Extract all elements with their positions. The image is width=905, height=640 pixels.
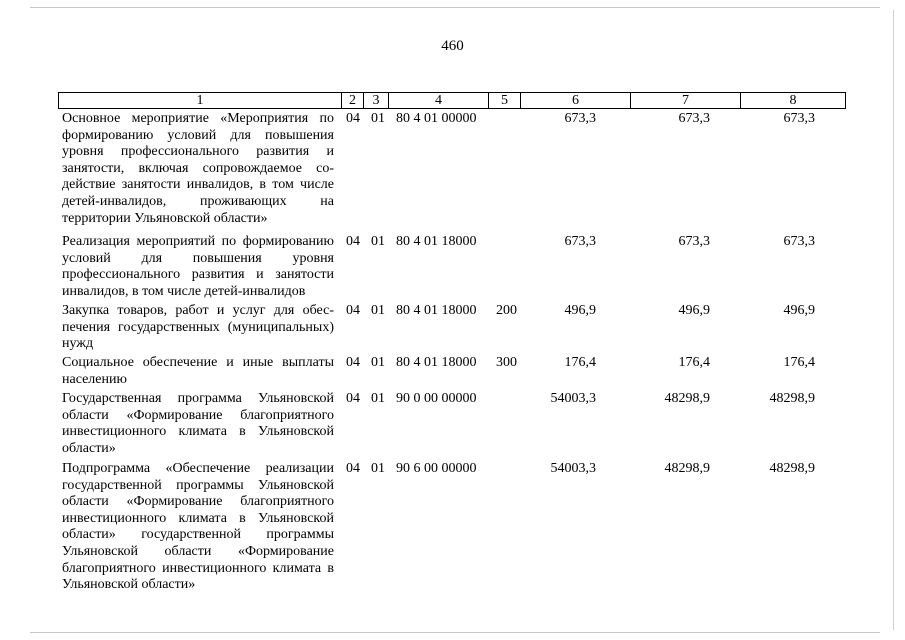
row-csr: 80 4 01 00000 bbox=[396, 111, 477, 126]
table-header bbox=[58, 92, 846, 109]
row-value-8: 176,4 bbox=[783, 355, 815, 370]
row-value-8: 48298,9 bbox=[769, 461, 815, 476]
row-pr: 01 bbox=[371, 303, 385, 318]
row-pr: 01 bbox=[371, 111, 385, 126]
header-col-2: 2 bbox=[342, 93, 364, 108]
row-value-8: 673,3 bbox=[783, 111, 815, 126]
header-col-5: 5 bbox=[489, 93, 521, 108]
header-col-7: 7 bbox=[631, 93, 741, 108]
header-col-8: 8 bbox=[789, 93, 797, 108]
row-csr: 80 4 01 18000 bbox=[396, 355, 477, 370]
row-rz: 04 bbox=[346, 355, 360, 370]
row-value-8: 48298,9 bbox=[769, 391, 815, 406]
row-csr: 90 0 00 00000 bbox=[396, 391, 477, 406]
row-pr: 01 bbox=[371, 355, 385, 370]
row-rz: 04 bbox=[346, 111, 360, 126]
row-pr: 01 bbox=[371, 234, 385, 249]
row-value-7: 176,4 bbox=[678, 355, 710, 370]
row-name: Реализация мероприятий по формированию условий для повышения уровня профессионального развития и занятости инвалидов, в том числе детей-инвалидов bbox=[62, 234, 334, 299]
row-value-7: 48298,9 bbox=[664, 391, 710, 406]
row-csr: 80 4 01 18000 bbox=[396, 234, 477, 249]
row-value-6: 673,3 bbox=[564, 111, 596, 126]
row-value-6: 54003,3 bbox=[550, 461, 596, 476]
row-value-8: 673,3 bbox=[783, 234, 815, 249]
row-name: Подпрограмма «Обеспечение реализации государственной программы Ульяновской области «Формирование благоприятного инвестиционного климата в Ульяновской области» государственной программы Ульяновской области «Формирование благоприятного инвестиционного климата в Ульяновской области» bbox=[62, 461, 334, 593]
page-number: 460 bbox=[441, 38, 464, 54]
header-col-4: 4 bbox=[389, 93, 489, 108]
row-value-7: 496,9 bbox=[678, 303, 710, 318]
scan-edge-bottom bbox=[30, 632, 880, 633]
row-name: Государственная программа Ульяновской области «Формирование благоприятного инвестиционного климата в Ульяновской области» bbox=[62, 391, 334, 456]
row-value-7: 48298,9 bbox=[664, 461, 710, 476]
row-name: Закупка товаров, работ и услуг для обеспечения государственных (муниципальных) нужд bbox=[62, 303, 334, 352]
row-value-6: 176,4 bbox=[564, 355, 596, 370]
row-value-6: 496,9 bbox=[564, 303, 596, 318]
header-col-3: 3 bbox=[364, 93, 389, 108]
row-value-7: 673,3 bbox=[678, 111, 710, 126]
header-col-6: 6 bbox=[521, 93, 631, 108]
row-name: Основное мероприятие «Мероприятия по формированию условий для повышения уровня профессионального развития и занятости, включая сопровождаемое содействие занятости инвалидов, в том числе детей-инвалидов, проживающих на территории Ульяновской области» bbox=[62, 111, 334, 226]
row-value-6: 673,3 bbox=[564, 234, 596, 249]
row-value-7: 673,3 bbox=[678, 234, 710, 249]
scan-edge-right bbox=[893, 10, 894, 630]
row-csr: 90 6 00 00000 bbox=[396, 461, 477, 476]
row-vr: 300 bbox=[496, 355, 517, 370]
row-value-6: 54003,3 bbox=[550, 391, 596, 406]
scan-edge-top bbox=[30, 7, 880, 8]
header-col-1: 1 bbox=[59, 93, 342, 108]
row-name: Социальное обеспечение и иные выплаты населению bbox=[62, 355, 334, 387]
row-csr: 80 4 01 18000 bbox=[396, 303, 477, 318]
row-rz: 04 bbox=[346, 234, 360, 249]
row-rz: 04 bbox=[346, 303, 360, 318]
row-rz: 04 bbox=[346, 461, 360, 476]
row-rz: 04 bbox=[346, 391, 360, 406]
row-pr: 01 bbox=[371, 461, 385, 476]
row-vr: 200 bbox=[496, 303, 517, 318]
row-pr: 01 bbox=[371, 391, 385, 406]
row-value-8: 496,9 bbox=[783, 303, 815, 318]
